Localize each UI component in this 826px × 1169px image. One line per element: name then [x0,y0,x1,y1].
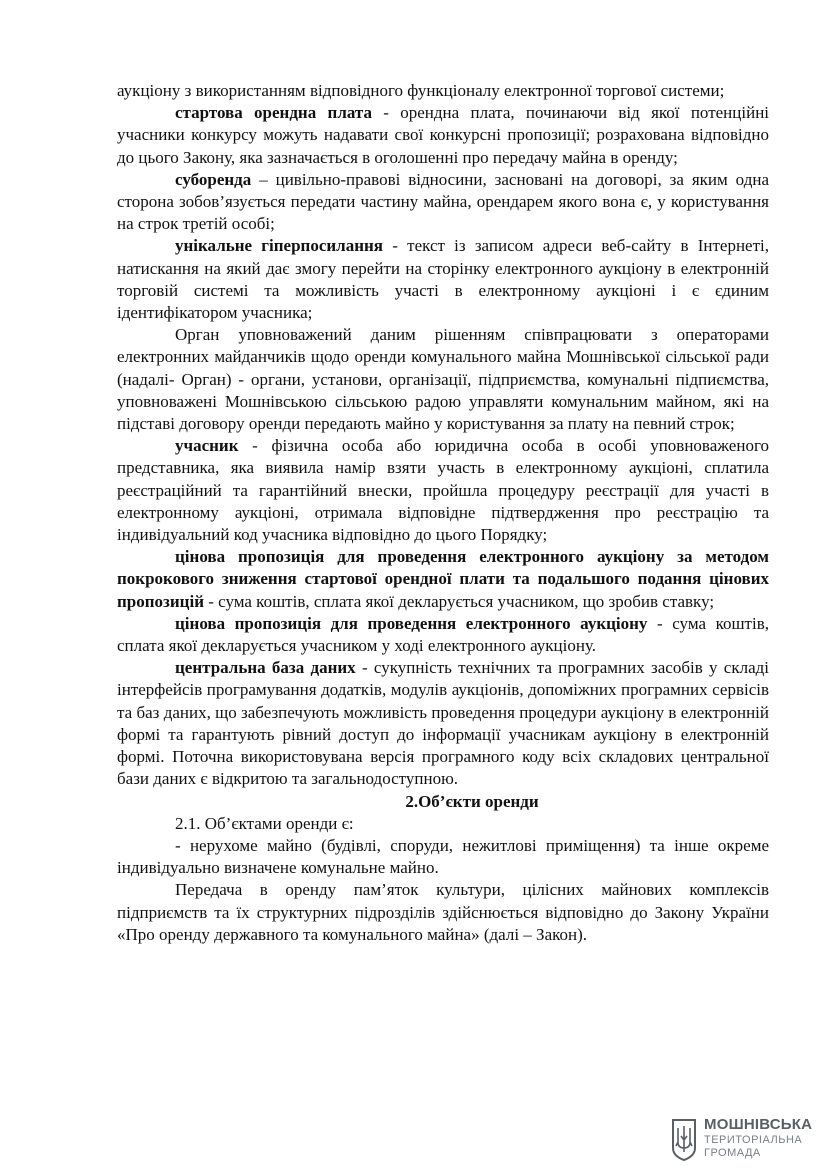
section-heading: 2.Об’єкти оренди [405,791,539,811]
term: цінова пропозиція для проведення електронного аукціону [175,613,648,633]
definition-text: - сукупність технічних та програмних засобів у складі інтерфейсів програмування додатків, модулів аукціонів, допоміжних програмних сервісів та баз даних, що забезпечують можливість проведення процедури аукціону в електронній формі та гарантують рівний доступ до інформації учасникам аукціону в електронній формі. Поточна використовувана версія програмного коду всіх складових центральної бази даних є відкритою та загальнодоступною. [117,658,769,789]
definition-text: - сума коштів, сплата якої декларується учасником, що зробив ставку; [203,591,715,611]
term: цінова пропозиція для проведення електронного аукціону за методом покрокового зниження стартової орендної плати та подальшого подання цінових пропозицій [117,547,769,611]
clause-cultural-monuments [117,879,769,946]
term: центральна база даних [175,658,356,678]
definition-participant [117,435,769,546]
trident-emblem-icon [670,1118,698,1162]
term: учасник [175,436,239,456]
definition-text: - сума коштів, сплата якої декларується учасником у ході електронного аукціону. [117,613,769,656]
definition-sublease [117,169,769,236]
term: унікальне гіперпосилання [175,236,384,256]
clause-text: Передача в оренду пам’яток культури, цілісних майнових комплексів підприємств та їх структурних підрозділів здійснюється відповідно до Закону України «Про оренду державного та комунального майна» (далі – Закон). [117,880,769,944]
clause-real-estate [117,835,769,879]
term: суборенда [175,169,252,189]
term: стартова орендна плата [175,103,372,123]
definition-text: – цивільно-правові відносини, засновані на договорі, за яким одна сторона зобов’язується передати частину майна, орендарем якого вона є, у користування на строк третій особі; [117,169,769,234]
definition-price-offer-stepwise [117,546,769,613]
definition-unique-hyperlink [117,235,769,324]
community-logo [670,1112,813,1164]
definition-central-database [117,657,769,790]
clause-text: - нерухоме майно (будівлі, споруди, нежитлові приміщення) та інше окреме індивідуально визначене комунальне майно. [117,835,769,878]
logo-subtitle-2: ГРОМАДА [704,1147,761,1159]
paragraph-continuation [117,80,769,102]
document-page [117,80,769,946]
logo-title: МОШНІВСЬКА [704,1116,813,1133]
logo-subtitle-1: ТЕРИТОРІАЛЬНА [704,1134,803,1146]
clause-2-1 [117,813,769,835]
definition-text: Орган уповноважений даним рішенням співпрацювати з операторами електронних майданчиків щодо оренди комунального майна Мошнівської сільської ради (надалі- Орган) - органи, установи, організації, підприємства, комунальні підпиємства, уповноважені Мошнівською сільською радою управляти комунальним майном, які на підставі договору оренди передають майно у користування за плату на певний строк; [117,325,769,434]
definition-text: - текст із записом адреси веб-сайту в Інтернеті, натискання на який дає змогу перейти на сторінку електронного аукціону в електронній торговій системі та можливість участі в електронному аукціоні і є єдиним ідентифікатором учасника; [117,236,769,323]
paragraph-text: аукціону з використанням відповідного функціоналу електронної торгової системи; [117,81,725,100]
definition-authority [117,324,769,435]
definition-starting-rent [117,102,769,169]
definition-text: - орендна плата, починаючи від якої потенційні учасники конкурсу можуть надавати свої конкурсні пропозиції; розрахована відповідно до цього Закону, яка зазначається в оголошенні про передачу майна в оренду; [117,103,770,167]
definition-price-offer [117,613,769,657]
definition-text: - фізична особа або юридична особа в особі уповноваженого представника, яка виявила намір взяти участь в електронному аукціоні, сплатила реєстраційний та гарантійний внески, пройшла процедуру реєстрації для участі в електронному аукціоні, отримала відповідне підтвердження про реєстрацію та індивідуальний код учасника відповідно до цього Порядку; [117,436,769,545]
clause-text: 2.1. Об’єктами оренди є: [175,813,354,833]
